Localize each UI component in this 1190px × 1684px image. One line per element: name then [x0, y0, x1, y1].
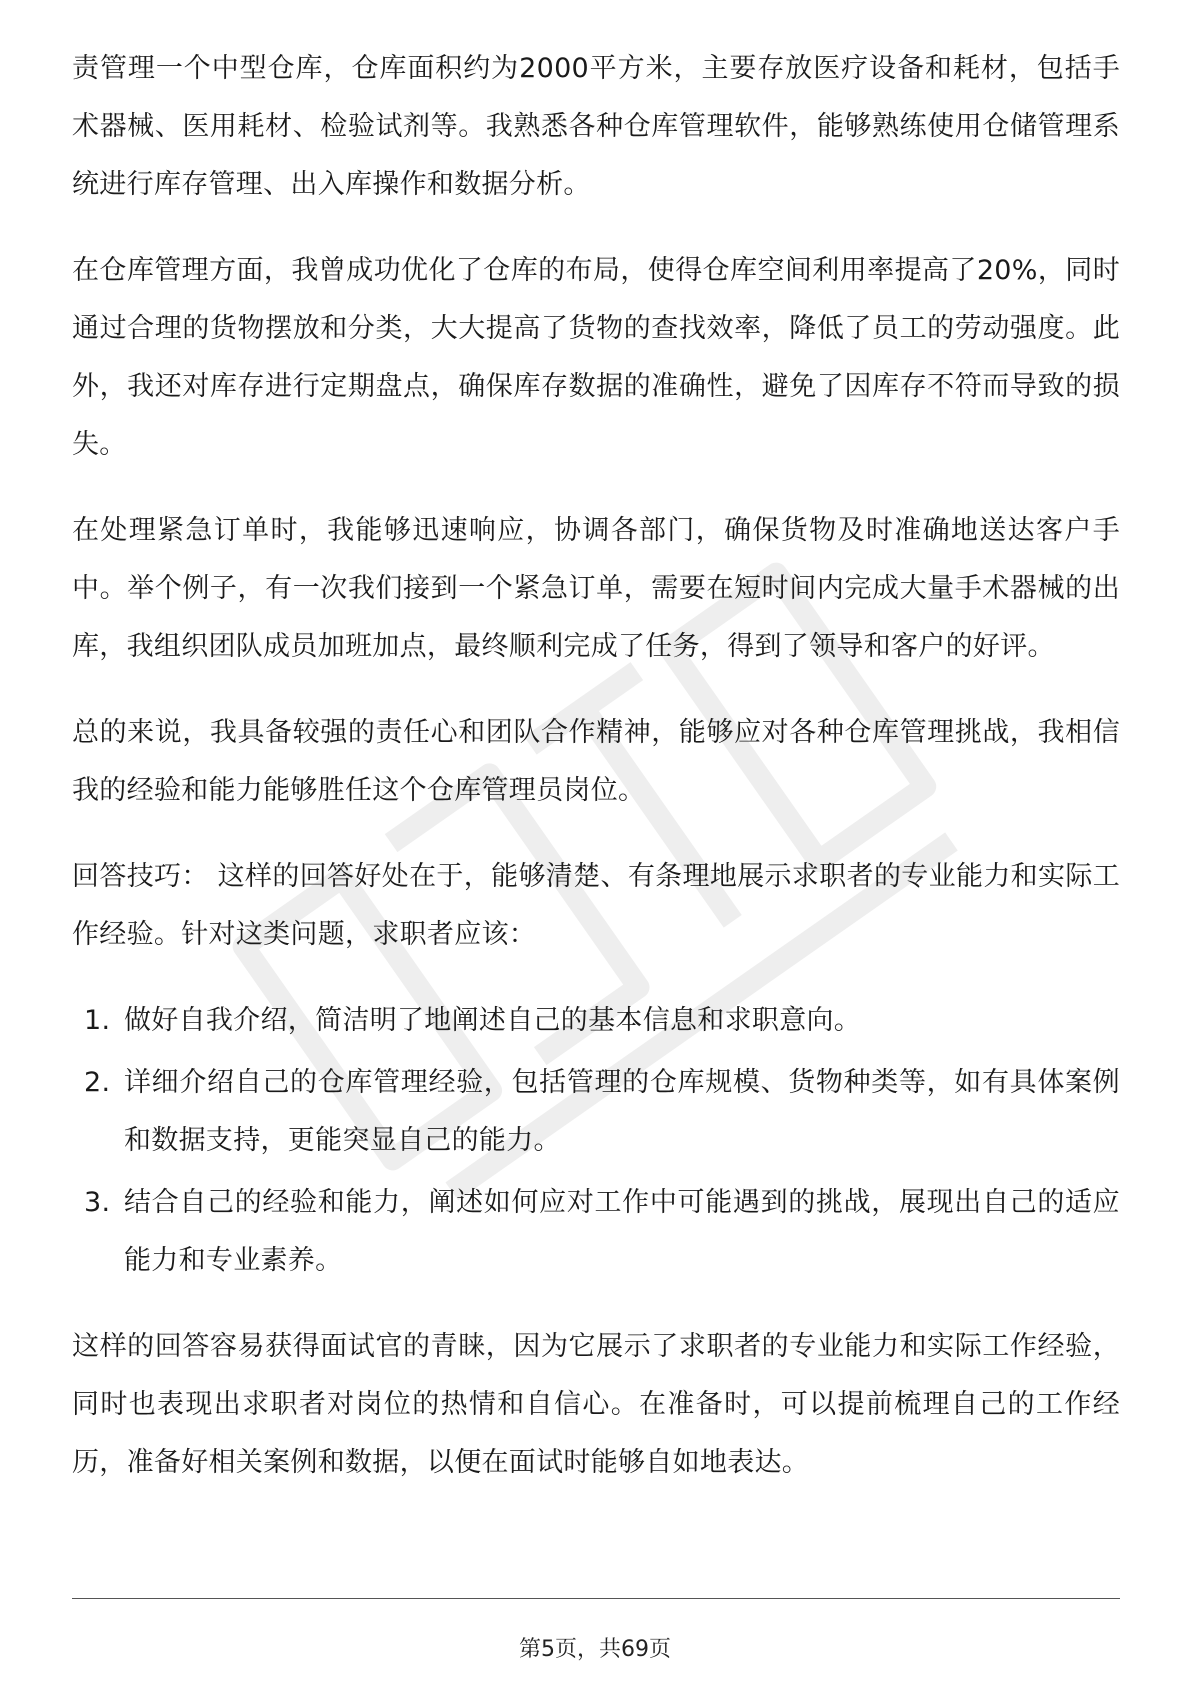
list-item-number: 1. — [84, 1005, 111, 1036]
list-item-text: 结合自己的经验和能力，阐述如何应对工作中可能遇到的挑战，展现出自己的适应能力和专业素养。 — [124, 1187, 1120, 1276]
tips-list — [72, 992, 1120, 1290]
paragraph-layout-optimization: 在仓库管理方面，我曾成功优化了仓库的布局，使得仓库空间利用率提高了20%，同时通过合理的货物摆放和分类，大大提高了货物的查找效率，降低了员工的劳动强度。此外，我还对库存进行定期盘点，确保库存数据的准确性，避免了因库存不符而导致的损失。 — [72, 255, 1120, 460]
paragraph-answer-tips: 回答技巧： 这样的回答好处在于，能够清楚、有条理地展示求职者的专业能力和实际工作经验。针对这类问题，求职者应该： — [72, 861, 1120, 950]
paragraph-experience: 责管理一个中型仓库，仓库面积约为2000平方米，主要存放医疗设备和耗材，包括手术器械、医用耗材、检验试剂等。我熟悉各种仓库管理软件，能够熟练使用仓储管理系统进行库存管理、出入库操作和数据分析。 — [72, 53, 1120, 200]
paragraph-closing: 这样的回答容易获得面试官的青睐，因为它展示了求职者的专业能力和实际工作经验，同时也表现出求职者对岗位的热情和自信心。在准备时，可以提前梳理自己的工作经历，准备好相关案例和数据，以便在面试时能够自如地表达。 — [72, 1331, 1120, 1478]
paragraph-summary: 总的来说，我具备较强的责任心和团队合作精神，能够应对各种仓库管理挑战，我相信我的经验和能力能够胜任这个仓库管理员岗位。 — [72, 717, 1120, 806]
footer-divider — [72, 1598, 1120, 1599]
list-item — [72, 1174, 1120, 1290]
list-item-number: 2. — [84, 1067, 111, 1098]
paragraph-urgent-orders: 在处理紧急订单时，我能够迅速响应，协调各部门，确保货物及时准确地送达客户手中。举个例子，有一次我们接到一个紧急订单，需要在短时间内完成大量手术器械的出库，我组织团队成员加班加点，最终顺利完成了任务，得到了领导和客户的好评。 — [72, 515, 1120, 662]
list-item-text: 详细介绍自己的仓库管理经验，包括管理的仓库规模、货物种类等，如有具体案例和数据支持，更能突显自己的能力。 — [124, 1067, 1120, 1156]
page-number: 第5页，共69页 — [519, 1637, 671, 1662]
list-item — [72, 1054, 1120, 1170]
document-body — [72, 40, 1120, 1520]
list-item — [72, 992, 1120, 1050]
list-item-number: 3. — [84, 1187, 111, 1218]
list-item-text: 做好自我介绍，简洁明了地阐述自己的基本信息和求职意向。 — [124, 1005, 862, 1036]
